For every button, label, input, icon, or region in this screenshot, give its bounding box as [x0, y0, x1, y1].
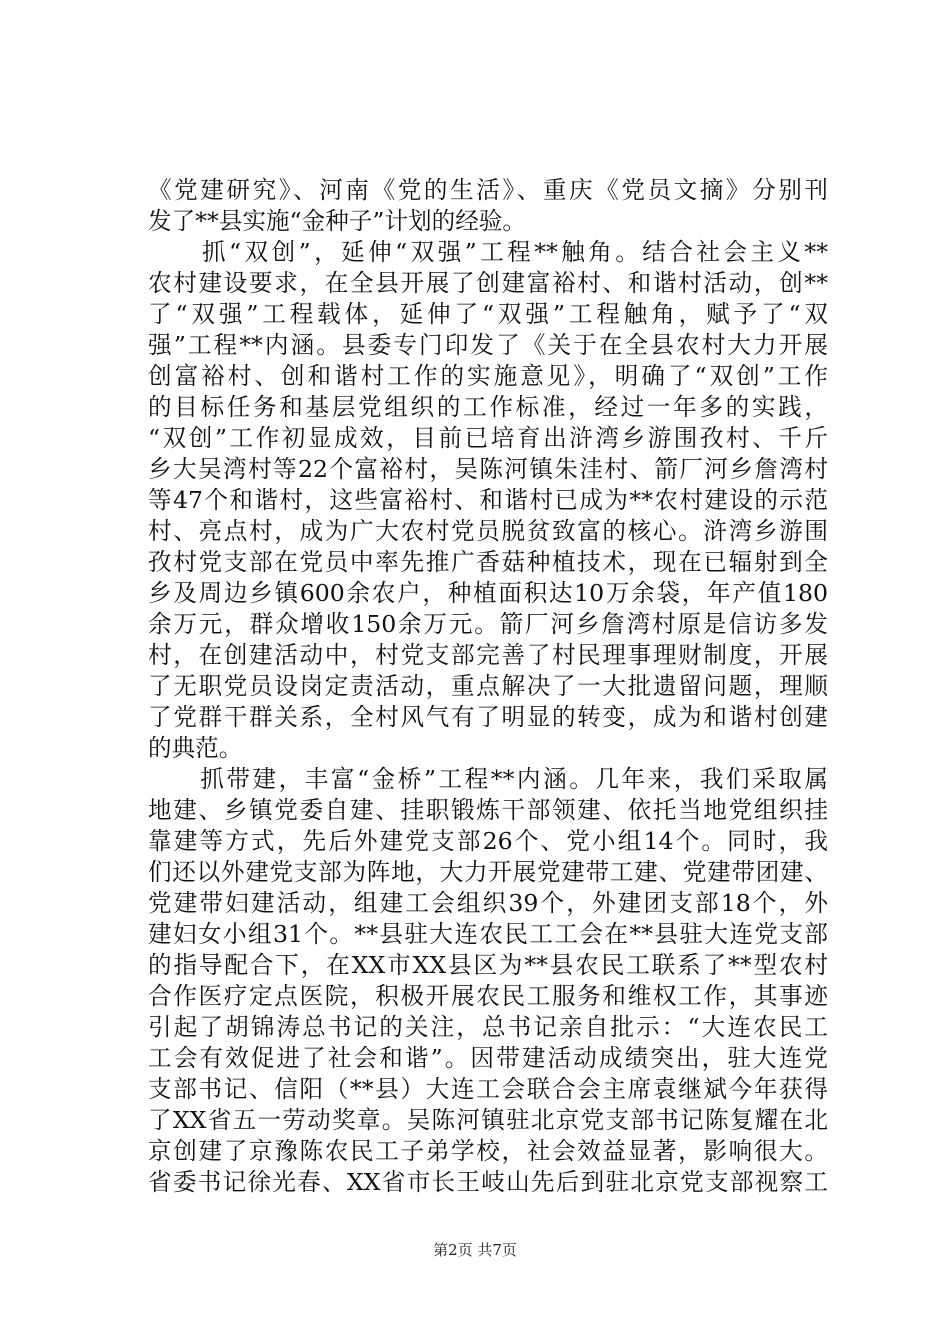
text-line: 村，在创建活动中，村党支部完善了村民理事理财制度，开展	[148, 641, 828, 669]
text-line: 了XX省五一劳动奖章。吴陈河镇驻北京党支部书记陈复耀在北	[148, 1106, 828, 1134]
text-line: 靠建等方式，先后外建党支部26个、党小组14个。同时，我	[148, 827, 828, 855]
text-line: “双创”工作初显成效，目前已培育出浒湾乡游围孜村、千斤	[148, 424, 828, 452]
text-line: 地建、乡镇党委自建、挂职锻炼干部领建、依托当地党组织挂	[148, 796, 828, 824]
text-line: 了无职党员设岗定责活动，重点解决了一大批遗留问题，理顺	[148, 672, 828, 700]
text-line: 省委书记徐光春、XX省市长王岐山先后到驻北京党支部视察工	[148, 1168, 828, 1196]
page-footer: 第2页 共7页	[433, 1241, 517, 1259]
text-line: 村、亮点村，成为广大农村党员脱贫致富的核心。浒湾乡游围	[148, 517, 828, 545]
text-line: 的指导配合下，在XX市XX县区为**县农民工联系了**型农村	[148, 951, 828, 979]
text-line: 引起了胡锦涛总书记的关注，总书记亲自批示：“大连农民工	[148, 1013, 828, 1041]
text-line: 《党建研究》、河南《党的生活》、重庆《党员文摘》分别刊	[148, 176, 828, 204]
text-line: 创富裕村、创和谐村工作的实施意见》，明确了“双创”工作	[148, 362, 828, 390]
text-line: 乡及周边乡镇600余农户，种植面积达10万余袋，年产值180	[148, 579, 828, 607]
text-line: 乡大吴湾村等22个富裕村，吴陈河镇朱洼村、箭厂河乡詹湾村	[148, 455, 828, 483]
text-line: 工会有效促进了社会和谐”。因带建活动成绩突出，驻大连党	[148, 1044, 828, 1072]
text-line: 的典范。	[148, 734, 243, 762]
text-line: 了“双强”工程载体，延伸了“双强”工程触角，赋予了“双	[148, 300, 828, 328]
text-line: 农村建设要求，在全县开展了创建富裕村、和谐村活动，创**	[148, 269, 828, 297]
text-line: 支部书记、信阳（**县）大连工会联合会主席袁继斌今年获得	[148, 1075, 828, 1103]
text-line: 党建带妇建活动，组建工会组织39个，外建团支部18个，外	[148, 889, 828, 917]
text-line: 的目标任务和基层党组织的工作标准，经过一年多的实践，	[148, 393, 828, 421]
text-line: 京创建了京豫陈农民工子弟学校，社会效益显著，影响很大。	[148, 1137, 828, 1165]
text-line: 抓带建，丰富“金桥”工程**内涵。几年来，我们采取属	[148, 765, 828, 793]
text-line: 余万元，群众增收150余万元。箭厂河乡詹湾村原是信访多发	[148, 610, 828, 638]
text-line: 孜村党支部在党员中率先推广香菇种植技术，现在已辐射到全	[148, 548, 828, 576]
text-line: 们还以外建党支部为阵地，大力开展党建带工建、党建带团建、	[148, 858, 828, 886]
text-line: 强”工程**内涵。县委专门印发了《关于在全县农村大力开展	[148, 331, 828, 359]
text-line: 等47个和谐村，这些富裕村、和谐村已成为**农村建设的示范	[148, 486, 828, 514]
text-line: 发了**县实施“金种子”计划的经验。	[148, 207, 527, 235]
document-body	[148, 175, 828, 1198]
text-line: 合作医疗定点医院，积极开展农民工服务和维权工作，其事迹	[148, 982, 828, 1010]
text-line: 了党群干群关系，全村风气有了明显的转变，成为和谐村创建	[148, 703, 828, 731]
text-line: 抓“双创”，延伸“双强”工程**触角。结合社会主义**	[148, 238, 828, 266]
text-line: 建妇女小组31个。**县驻大连农民工工会在**县驻大连党支部	[148, 920, 828, 948]
